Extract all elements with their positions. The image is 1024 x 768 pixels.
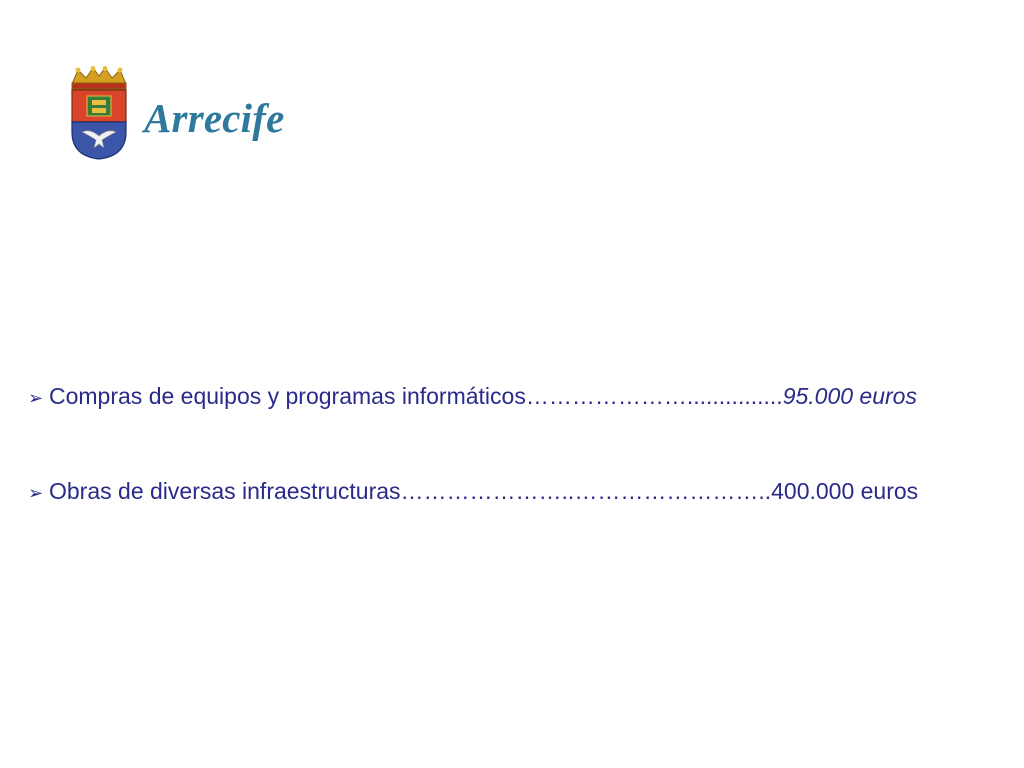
list-item [28,478,1012,505]
coat-of-arms-icon [68,66,130,160]
item-label: Obras de diversas infraestructuras [49,478,401,504]
item-label: Compras de equipos y programas informáticos [49,383,526,409]
arrow-bullet-icon: ➢ [28,483,44,503]
arrecife-logo [68,66,285,160]
arrow-bullet-icon: ➢ [28,388,44,408]
item-amount: 95.000 euros [782,383,917,409]
list-item [28,383,1012,410]
item-leader: …………………............... [525,383,783,409]
logo-text: Arrecife [144,95,285,141]
item-amount: 400.000 euros [771,478,919,504]
item-leader: …………………..…………………….. [400,478,772,504]
